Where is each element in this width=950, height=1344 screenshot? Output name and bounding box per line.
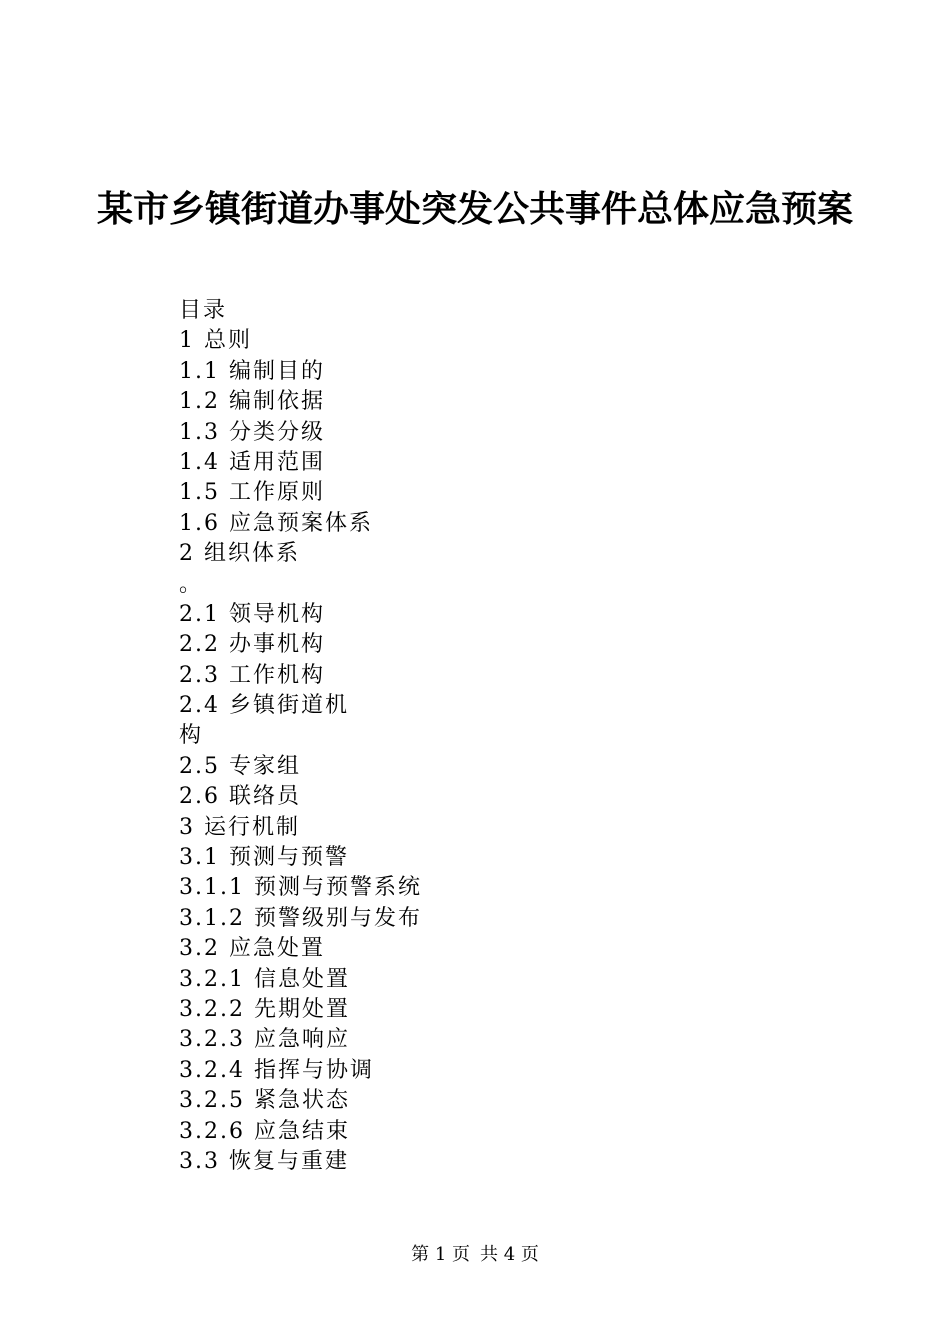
toc-item: 目录: [179, 298, 228, 323]
toc-item: 1 总则: [179, 328, 252, 354]
toc-item: 3.2.2 先期处置: [179, 996, 350, 1022]
toc-item: 2.1 领导机构: [179, 601, 325, 627]
toc-item: 1.5 工作原则: [179, 480, 325, 506]
toc-item: 3.1.1 预测与预警系统: [179, 875, 422, 901]
page-footer: [0, 1242, 950, 1268]
toc-item: 2 组织体系: [179, 541, 300, 567]
toc-item: 1.1 编制目的: [179, 358, 325, 384]
toc-item: 3.1 预测与预警: [179, 845, 349, 871]
toc-item: 1.4 适用范围: [179, 449, 325, 475]
toc-item: 3.1.2 预警级别与发布: [179, 905, 422, 931]
toc-item: 。: [179, 571, 204, 597]
toc-item: 3.3 恢复与重建: [179, 1148, 349, 1174]
table-of-contents: [179, 296, 779, 1177]
toc-item: 1.2 编制依据: [179, 389, 325, 415]
toc-item: 2.3 工作机构: [179, 662, 325, 688]
toc-item: 3.2.5 紧急状态: [179, 1088, 350, 1114]
toc-item: 3 运行机制: [179, 814, 300, 840]
toc-item: 3.2.6 应急结束: [179, 1118, 350, 1144]
toc-item: 3.2.3 应急响应: [179, 1027, 350, 1053]
toc-item: 2.2 办事机构: [179, 632, 325, 658]
page-number-total: 共 4 页: [480, 1244, 539, 1265]
toc-item: 1.3 分类分级: [179, 419, 325, 445]
toc-item: 1.6 应急预案体系: [179, 510, 373, 536]
document-title: 某市乡镇街道办事处突发公共事件总体应急预案: [96, 189, 853, 230]
page-number-current: 第 1 页: [411, 1244, 470, 1265]
toc-item: 3.2 应急处置: [179, 936, 325, 962]
toc-item: 构: [179, 723, 204, 749]
toc-item: 3.2.1 信息处置: [179, 966, 350, 992]
toc-item: 2.5 专家组: [179, 753, 301, 779]
toc-item: 2.6 联络员: [179, 784, 301, 810]
toc-item: 2.4 乡镇街道机: [179, 693, 349, 719]
toc-item: 3.2.4 指挥与协调: [179, 1057, 374, 1083]
